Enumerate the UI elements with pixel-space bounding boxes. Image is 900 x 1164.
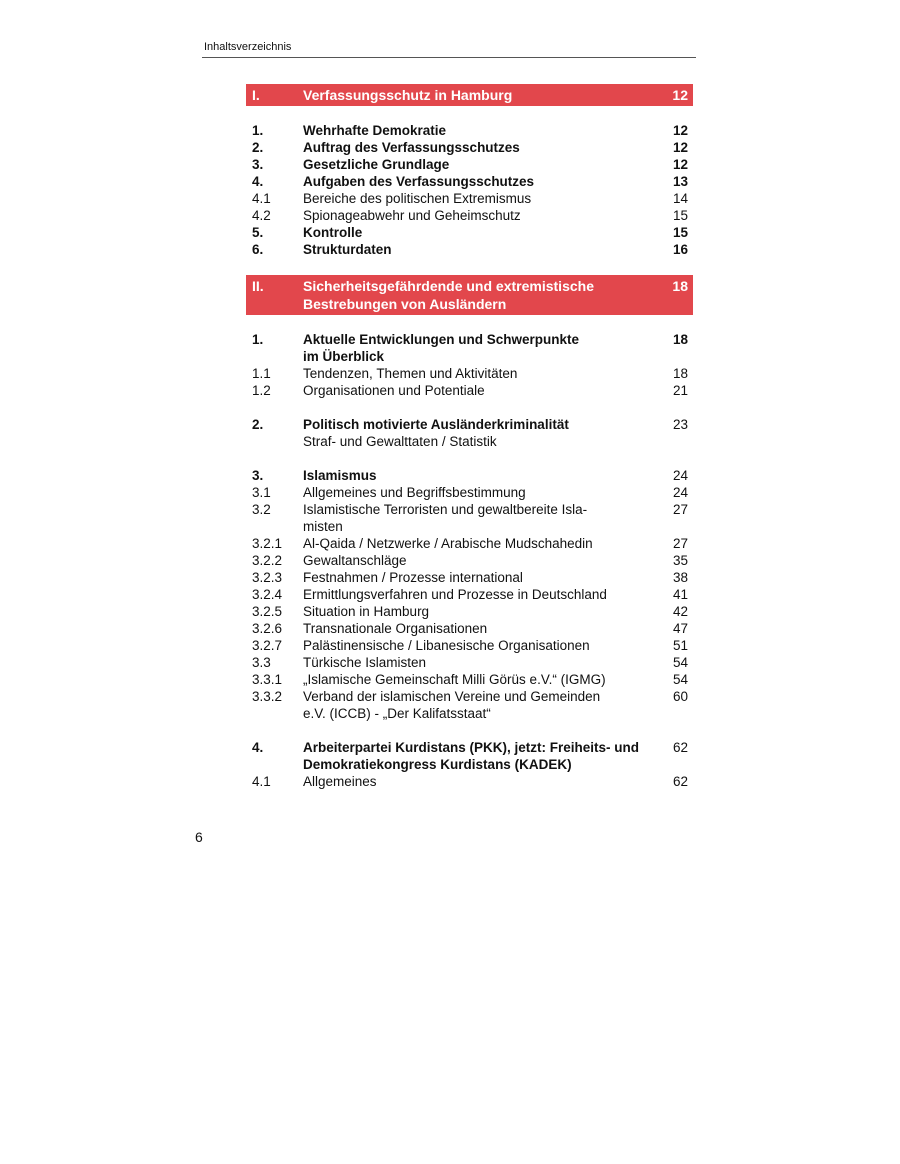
- entry-number: 1.: [252, 123, 264, 138]
- entry-page: 21: [672, 383, 688, 398]
- entry-page: 24: [672, 485, 688, 500]
- entry-page: 23: [672, 417, 688, 432]
- toc-entry[interactable]: [246, 382, 693, 399]
- entry-number: 4.1: [252, 774, 271, 789]
- entry-number: 1.: [252, 332, 264, 347]
- toc-entry[interactable]: [246, 190, 693, 207]
- entry-page: 62: [672, 774, 688, 789]
- entry-title: [303, 739, 657, 773]
- entry-number: 1.1: [252, 366, 271, 381]
- chapter-title: [303, 277, 657, 313]
- entry-number: 4.: [252, 174, 264, 189]
- entry-title-line-1: Politisch motivierte Ausländerkriminalität: [303, 417, 569, 432]
- entry-title: „Islamische Gemeinschaft Milli Görüs e.V.“ (IGMG): [303, 672, 606, 687]
- page-number: 6: [195, 829, 203, 845]
- entry-page: 18: [672, 332, 688, 347]
- entry-number: 4.2: [252, 208, 271, 223]
- toc-entry[interactable]: [246, 224, 693, 241]
- entry-number: 3.3: [252, 655, 271, 670]
- entry-title: Türkische Islamisten: [303, 655, 427, 670]
- chapter-page: 18: [672, 278, 688, 294]
- entry-page: 18: [672, 366, 688, 381]
- entry-title: [303, 688, 657, 722]
- entry-number: 4.: [252, 740, 264, 755]
- chapter-number: I.: [252, 87, 260, 103]
- entry-number: 3.2.3: [252, 570, 283, 585]
- entry-page: 15: [672, 225, 688, 240]
- toc-entry[interactable]: [246, 654, 693, 671]
- entry-page: 62: [672, 740, 688, 755]
- entry-title-line-2: e.V. (ICCB) - „Der Kalifatsstaat“: [303, 706, 491, 721]
- entry-page: 51: [672, 638, 688, 653]
- entry-title: Gewaltanschläge: [303, 553, 407, 568]
- entry-title: [303, 331, 657, 365]
- toc-entry[interactable]: [246, 156, 693, 173]
- entry-page: 41: [672, 587, 688, 602]
- chapter-title-line-1: Sicherheitsgefährdende und extremistische: [303, 278, 594, 294]
- entry-title-line-2: Straf- und Gewalttaten / Statistik: [303, 434, 497, 449]
- chapter-number: II.: [252, 278, 264, 294]
- entry-title: Gesetzliche Grundlage: [303, 157, 450, 172]
- entry-page: 13: [672, 174, 688, 189]
- entry-number: 4.1: [252, 191, 271, 206]
- entry-page: 54: [672, 672, 688, 687]
- running-header: Inhaltsverzeichnis: [204, 41, 292, 53]
- entry-title-line-1: Arbeiterpartei Kurdistans (PKK), jetzt: Freiheits- und: [303, 740, 640, 755]
- entry-number: 3.3.2: [252, 689, 283, 704]
- entry-title: Al-Qaida / Netzwerke / Arabische Mudschahedin: [303, 536, 593, 551]
- entry-title: Strukturdaten: [303, 242, 392, 257]
- toc-entry[interactable]: [246, 241, 693, 258]
- entry-page: 27: [672, 536, 688, 551]
- entry-title: Allgemeines: [303, 774, 377, 789]
- entry-title: Kontrolle: [303, 225, 363, 240]
- toc-entry[interactable]: [246, 122, 693, 139]
- toc-entry[interactable]: [246, 535, 693, 552]
- toc-entry[interactable]: [246, 484, 693, 501]
- toc-entry[interactable]: [246, 467, 693, 484]
- entry-page: 38: [672, 570, 688, 585]
- entry-title-line-1: Islamistische Terroristen und gewaltbereite Isla-: [303, 502, 588, 517]
- entry-title: Allgemeines und Begriffsbestimmung: [303, 485, 526, 500]
- entry-number: 3.2: [252, 502, 271, 517]
- entry-number: 6.: [252, 242, 264, 257]
- toc-entry[interactable]: [246, 207, 693, 224]
- entry-title: Wehrhafte Demokratie: [303, 123, 447, 138]
- entry-page: 15: [672, 208, 688, 223]
- entry-number: 3.: [252, 157, 264, 172]
- entry-number: 3.: [252, 468, 264, 483]
- toc-entry[interactable]: [246, 365, 693, 382]
- toc-entry[interactable]: [246, 569, 693, 586]
- header-rule: [202, 57, 696, 58]
- entry-number: 3.3.1: [252, 672, 283, 687]
- entry-title-line-2: im Überblick: [303, 349, 385, 364]
- entry-number: 3.1: [252, 485, 271, 500]
- entry-title-line-1: Verband der islamischen Vereine und Gemeinden: [303, 689, 601, 704]
- entry-page: 42: [672, 604, 688, 619]
- entry-number: 3.2.1: [252, 536, 283, 551]
- entry-page: 12: [672, 123, 688, 138]
- entry-title: Tendenzen, Themen und Aktivitäten: [303, 366, 518, 381]
- entry-number: 3.2.2: [252, 553, 283, 568]
- chapter-heading-2[interactable]: [246, 275, 693, 315]
- entry-page: 12: [672, 140, 688, 155]
- toc-entry[interactable]: [246, 637, 693, 654]
- toc-entry[interactable]: [246, 173, 693, 190]
- toc-entry[interactable]: [246, 688, 693, 722]
- entry-page: 54: [672, 655, 688, 670]
- entry-title: Spionageabwehr und Geheimschutz: [303, 208, 521, 223]
- entry-number: 5.: [252, 225, 264, 240]
- entry-title: Situation in Hamburg: [303, 604, 430, 619]
- entry-number: 1.2: [252, 383, 271, 398]
- toc-entry[interactable]: [246, 773, 693, 790]
- entry-page: 14: [672, 191, 688, 206]
- toc-entry[interactable]: [246, 620, 693, 637]
- chapter-page: 12: [672, 87, 688, 103]
- toc-entry[interactable]: [246, 671, 693, 688]
- entry-page: 27: [672, 502, 688, 517]
- entry-number: 2.: [252, 417, 264, 432]
- entry-title: Bereiche des politischen Extremismus: [303, 191, 532, 206]
- entry-page: 60: [672, 689, 688, 704]
- toc-entry[interactable]: [246, 416, 693, 450]
- entry-number: 2.: [252, 140, 264, 155]
- entry-title: Transnationale Organisationen: [303, 621, 488, 636]
- entry-title-line-2: Demokratiekongress Kurdistans (KADEK): [303, 757, 572, 772]
- entry-title: Aufgaben des Verfassungsschutzes: [303, 174, 535, 189]
- entry-title: Organisationen und Potentiale: [303, 383, 485, 398]
- toc-entry[interactable]: [246, 331, 693, 365]
- entry-page: 24: [672, 468, 688, 483]
- entry-number: 3.2.7: [252, 638, 283, 653]
- entry-page: 12: [672, 157, 688, 172]
- entry-title: Palästinensische / Libanesische Organisationen: [303, 638, 590, 653]
- entry-title: Auftrag des Verfassungsschutzes: [303, 140, 520, 155]
- toc-entry[interactable]: [246, 586, 693, 603]
- entry-title: Festnahmen / Prozesse international: [303, 570, 523, 585]
- chapter-heading-1[interactable]: [246, 84, 693, 106]
- entry-number: 3.2.4: [252, 587, 283, 602]
- table-of-contents: [246, 84, 693, 790]
- entry-title: [303, 501, 657, 535]
- entry-page: 16: [672, 242, 688, 257]
- toc-entry[interactable]: [246, 501, 693, 535]
- toc-entry[interactable]: [246, 139, 693, 156]
- entry-page: 47: [672, 621, 688, 636]
- entry-title-line-1: Aktuelle Entwicklungen und Schwerpunkte: [303, 332, 580, 347]
- entry-title: Islamismus: [303, 468, 377, 483]
- entry-title: [303, 416, 657, 450]
- chapter-title: Verfassungsschutz in Hamburg: [303, 87, 513, 103]
- toc-entry[interactable]: [246, 552, 693, 569]
- entry-number: 3.2.6: [252, 621, 283, 636]
- chapter-title-line-2: Bestrebungen von Ausländern: [303, 296, 507, 312]
- toc-entry[interactable]: [246, 739, 693, 773]
- entry-title: Ermittlungsverfahren und Prozesse in Deutschland: [303, 587, 607, 602]
- entry-page: 35: [672, 553, 688, 568]
- entry-number: 3.2.5: [252, 604, 283, 619]
- toc-entry[interactable]: [246, 603, 693, 620]
- entry-title-line-2: misten: [303, 519, 343, 534]
